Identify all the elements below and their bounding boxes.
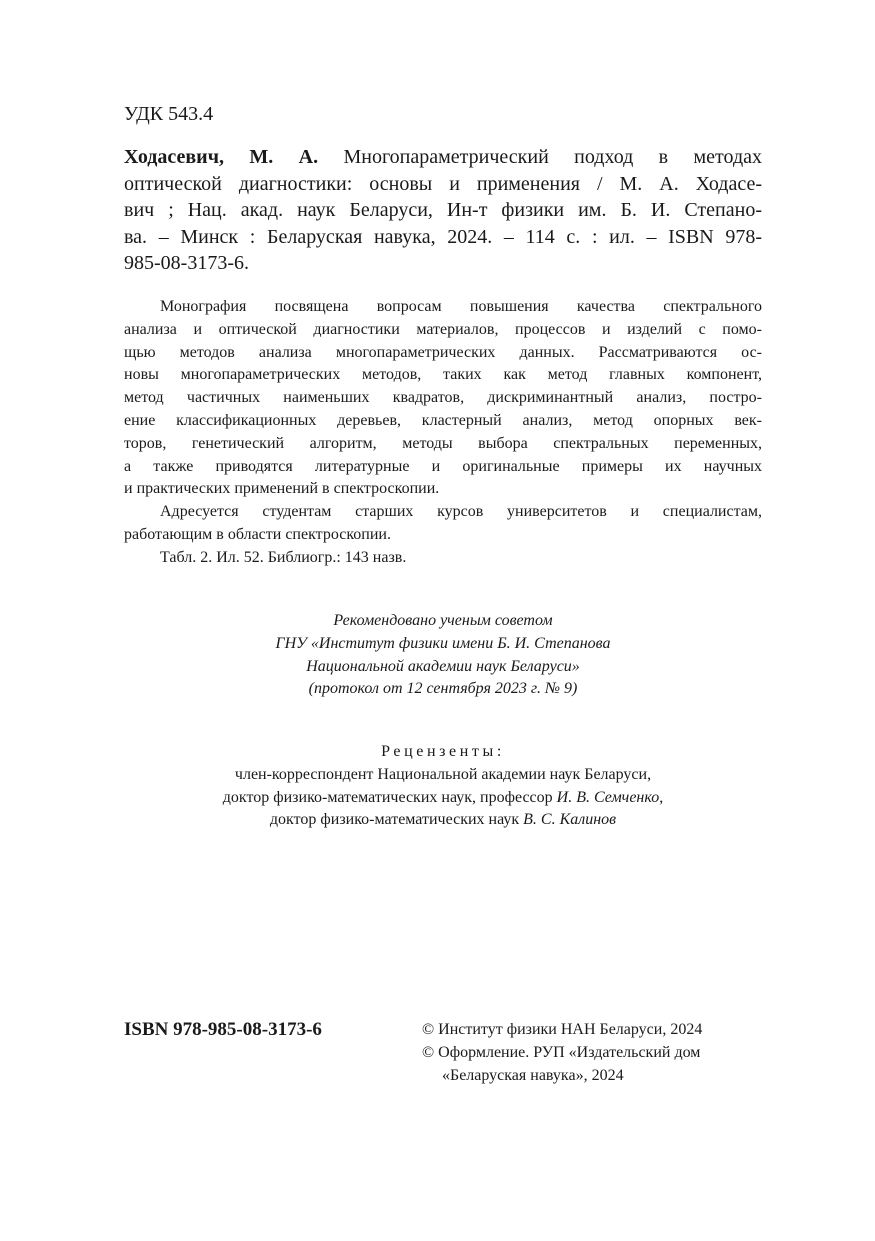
stats-line: Табл. 2. Ил. 52. Библиогр.: 143 назв. bbox=[160, 548, 407, 566]
copyright bbox=[422, 1018, 702, 1087]
recommendation-line: ГНУ «Институт физики имени Б. И. Степанова bbox=[275, 634, 611, 652]
biblio-line: вич ; Нац. акад. наук Беларуси, Ин-т физики им. Б. И. Степано- bbox=[124, 199, 762, 221]
reviewers-heading: Рецензенты: bbox=[381, 743, 505, 760]
biblio-line bbox=[124, 144, 762, 171]
biblio-line: ва. – Минск : Беларуская навука, 2024. – 114 с. : ил. – ISBN 978- bbox=[124, 225, 762, 248]
abstract-line: и практических применений в спектроскопии. bbox=[124, 480, 440, 498]
audience-line: Адресуется студентам старших курсов университетов и специалистам, bbox=[160, 503, 762, 521]
udk-code: УДК 543.4 bbox=[124, 103, 214, 125]
reviewer-line: член-корреспондент Национальной академии наук Беларуси, bbox=[234, 765, 652, 783]
abstract-line: торов, генетический алгоритм, методы выбора спектральных переменных, bbox=[124, 434, 762, 452]
biblio-title-start: Многопараметрический подход в методах bbox=[318, 146, 763, 168]
reviewers bbox=[124, 741, 762, 832]
copyright-line: © Институт физики НАН Беларуси, 2024 bbox=[422, 1021, 703, 1038]
author-name: Ходасевич, М. А. bbox=[124, 146, 319, 168]
copyright-line: © Оформление. РУП «Издательский дом bbox=[422, 1044, 701, 1061]
abstract-line: метод частичных наименьших квадратов, дискриминантный анализ, постро- bbox=[124, 389, 762, 407]
copyright-line: «Беларуская навука», 2024 bbox=[442, 1067, 624, 1084]
abstract-line: ение классификационных деревьев, кластерный анализ, метод опорных век- bbox=[124, 411, 762, 429]
reviewer-title: доктор физико-математических наук bbox=[269, 811, 524, 829]
reviewer-line bbox=[124, 809, 762, 832]
biblio-line: оптической диагностики: основы и применения / М. А. Ходасе- bbox=[124, 172, 762, 195]
abstract bbox=[124, 296, 762, 570]
abstract-line: новы многопараметрических методов, таких как метод главных компонент, bbox=[124, 366, 762, 384]
abstract-line: Монография посвящена вопросам повышения качества спектрального bbox=[160, 298, 762, 315]
abstract-line: щью методов анализа многопараметрических данных. Рассматриваются ос- bbox=[124, 343, 762, 361]
abstract-line: анализа и оптической диагностики материалов, процессов и изделий с помо- bbox=[124, 320, 762, 338]
recommendation bbox=[124, 610, 762, 701]
recommendation-line: (протокол от 12 сентября 2023 г. № 9) bbox=[308, 680, 578, 698]
reviewer-line bbox=[124, 787, 762, 810]
abstract-line: а также приводятся литературные и оригинальные примеры их научных bbox=[124, 457, 762, 475]
recommendation-line: Рекомендовано ученым советом bbox=[333, 612, 553, 629]
reviewer-name: И. В. Семченко bbox=[556, 788, 660, 806]
recommendation-line: Национальной академии наук Беларуси» bbox=[306, 657, 580, 675]
bibliographic-record bbox=[124, 144, 762, 277]
isbn: ISBN 978-985-08-3173-6 bbox=[124, 1019, 322, 1040]
reviewer-punct: , bbox=[659, 788, 664, 806]
reviewer-title: доктор физико-математических наук, профессор bbox=[222, 788, 557, 806]
biblio-line: 985-08-3173-6. bbox=[124, 252, 249, 274]
reviewer-name: В. С. Калинов bbox=[523, 811, 617, 829]
audience-line: работающим в области спектроскопии. bbox=[124, 525, 391, 543]
